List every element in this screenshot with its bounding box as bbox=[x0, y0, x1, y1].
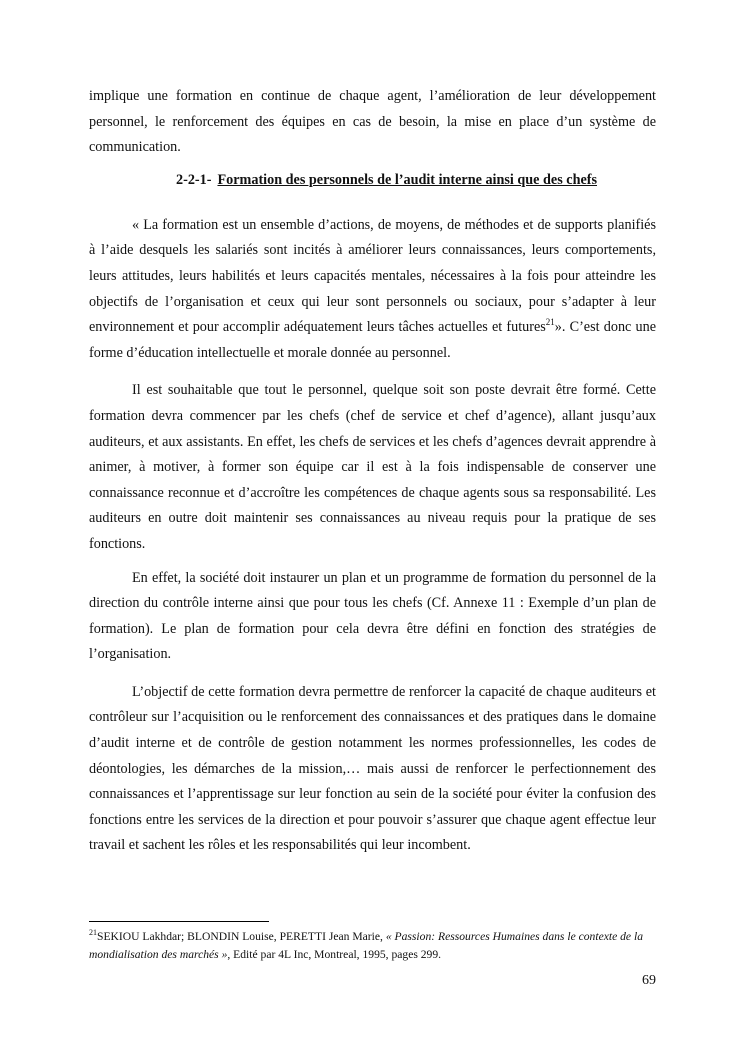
footnote bbox=[89, 928, 656, 964]
section-title: Formation des personnels de l’audit interne ainsi que des chefs bbox=[217, 171, 597, 188]
quote-text: « La formation est un ensemble d’actions, de moyens, de méthodes et de supports planifiés à l’aide desquels les salariés sont incités à améliorer leurs connaissances, leurs comportements, leurs attitudes, leurs habilités et leurs capacités mentales, nécessaires à la fois pour atteindre les objectifs de l’organisation et ceux qui leur sont personnels ou sociaux, pour s’adapter à leur environnement et pour accomplir adéquatement leurs tâches actuelles et futures bbox=[89, 216, 656, 336]
footnote-reference[interactable]: 21 bbox=[545, 317, 555, 328]
spacer bbox=[89, 193, 656, 213]
footnote-authors: SEKIOU Lakhdar; BLONDIN Louise, PERETTI Jean Marie, bbox=[97, 930, 386, 943]
intro-paragraph: implique une formation en continue de chaque agent, l’amélioration de leur développement personnel, le renforcement des équipes en cas de besoin, la mise en place d’un système de communication. bbox=[89, 88, 656, 156]
quote-paragraph bbox=[89, 213, 656, 367]
footnote-title: « Passion: Ressources Humaines dans le contexte de la mondialisation des marchés » bbox=[89, 930, 643, 961]
document-page bbox=[89, 84, 656, 859]
quote-conclusion: ». C’est donc une forme d’éducation intellectuelle et morale donnée au personnel. bbox=[89, 319, 656, 361]
section-heading bbox=[89, 167, 656, 193]
paragraph-training-scope: Il est souhaitable que tout le personnel, quelque soit son poste devrait être formé. Cette formation devra commencer par les chefs (chef de service et chef d’agence), allant jusqu’aux auditeurs, et aux assistants. En effet, les chefs de services et les chefs d’agences devrait apprendre à animer, à motiver, à former son équipe car il est à la fois indispensable de conserver une connaissance reconnue et d’accroître les compétences de chaque agents sous sa responsabilité. Les auditeurs en outre doit maintenir ses connaissances au niveau requis pour la pratique de ses fonctions. bbox=[89, 382, 656, 552]
section-number: 2-2-1- bbox=[176, 171, 212, 188]
footnote-publisher: , Edité par 4L Inc, Montreal, 1995, pages 299. bbox=[227, 948, 442, 961]
footnote-separator bbox=[89, 921, 269, 922]
paragraph-training-objective: L’objectif de cette formation devra permettre de renforcer la capacité de chaque auditeurs et contrôleur sur l’acquisition ou le renforcement des connaissances et des pratiques dans le domaine d’audit interne et de contrôle de gestion notamment les normes professionnelles, les codes de déontologies, les démarches de la mission,… mais aussi de renforcer le perfectionnement des connaissances et l’apprentissage sur leur fonction au sein de la société pour éviter la confusion des fonctions entre les services de la direction et pour pouvoir s’assurer que chaque agent effectue leur travail et sachent les rôles et les responsabilités qui leur incombent. bbox=[89, 683, 656, 854]
page-number: 69 bbox=[642, 973, 656, 988]
footnote-number: 21 bbox=[89, 928, 97, 937]
paragraph-training-plan: En effet, la société doit instaurer un plan et un programme de formation du personnel de la direction du contrôle interne ainsi que pour tous les chefs (Cf. Annexe 11 : Exemple d’un plan de formation). Le plan de formation pour cela devra être défini en fonction des stratégies de l’organisation. bbox=[89, 569, 656, 663]
